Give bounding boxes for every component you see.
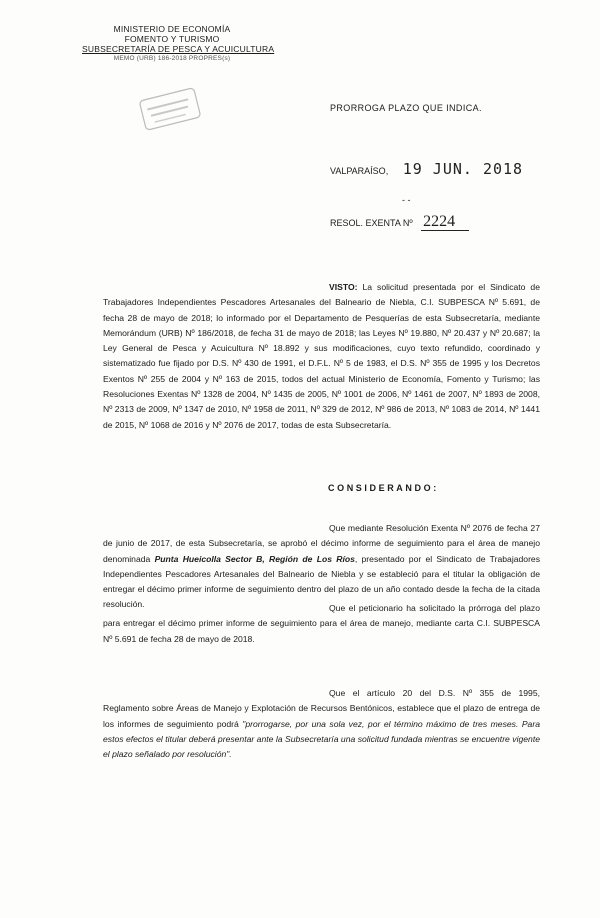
considerando-paragraph-1: Que mediante Resolución Exenta Nº 2076 de fecha 27 de junio de 2017, de esta Subsecretaría, se aprobó el décimo informe de seguimiento para el área de manejo denominada Punta Hueicolla Sector B, Región de Los Ríos, presentado por el Sindicato de Trabajadores Independientes Pescadores Artesanales del Balneario de Niebla y se estableció para el titular la obligación de entregar el décimo primer informe de seguimiento dentro del plazo de un año contado desde la fecha de la citada resolución. bbox=[103, 523, 541, 610]
issuer-header bbox=[82, 24, 275, 64]
visto-label: VISTO: bbox=[329, 282, 358, 292]
considerando-paragraph-2: Que el peticionario ha solicitado la prórroga del plazo para entregar el décimo primer informe de seguimiento para el área de manejo, mediante carta C.I. SUBPESCA Nº 5.691 de fecha 28 de mayo de 2018. bbox=[103, 603, 540, 644]
visto-paragraph bbox=[103, 280, 540, 433]
area-name: Punta Hueicolla Sector B, Región de Los Ríos bbox=[154, 553, 355, 564]
ministry-line-2: FOMENTO Y TURISMO bbox=[124, 34, 220, 44]
considerando-paragraph-3: Que el artículo 20 del D.S. Nº 355 de 1995, Reglamento sobre Áreas de Manejo y Explotación de Recursos Bentónicos, establece que el plazo de entrega de los informes de seguimiento podrá "prorrogarse, por una sola vez, por el término máximo de tres meses. Para estos efectos el titular deberá presentar ante la Subsecretaría una solicitud fundada mientras se encuentre vigente el plazo señalado por resolución". bbox=[103, 688, 540, 760]
date-line bbox=[330, 160, 523, 178]
date-stamp: 19 JUN. 2018 bbox=[402, 160, 524, 178]
considerando-heading: CONSIDERANDO: bbox=[328, 483, 439, 493]
undersecretariat-line: SUBSECRETARÍA DE PESCA Y ACUICULTURA bbox=[82, 44, 275, 54]
resolution-number: 2224 bbox=[421, 213, 469, 231]
place-label: VALPARAÍSO, bbox=[330, 166, 389, 176]
tick-mark: - - bbox=[402, 195, 411, 205]
ministry-line: MINISTERIO DE ECONOMÍA bbox=[113, 24, 231, 34]
quoted-regulation: "prorrogarse, por una sola vez, por el término máximo de tres meses. Para estos efectos el titular deberá presentar ante la Subsecretaría una solicitud fundada mientras se encuentre vigente el plazo señalado por resolución". bbox=[103, 718, 540, 760]
visto-text: La solicitud presentada por el Sindicato de Trabajadores Independientes Pescadores Artesanales del Balneario de Niebla, C.I. SUBPESCA Nº 5.691, de fecha 28 de mayo de 2018; lo informado por el Departamento de Pesquerías de esta Subsecretaría, mediante Memorándum (URB) Nº 186/2018, de fecha 31 de mayo de 2018; las Leyes Nº 19.880, Nº 20.437 y Nº 20.687; la Ley General de Pesca y Acuicultura Nº 18.892 y sus modificaciones, cuyo texto refundido, coordinado y sistematizado fue fijado por D.S. Nº 430 de 1991, el D.F.L. Nº 5 de 1983, el D.S. Nº 355 de 1995 y los Decretos Exentos Nº 255 de 2004 y Nº 163 de 2015, todos del actual Ministerio de Economía, Fomento y Turismo; las Resoluciones Exentas Nº 1328 de 2004, Nº 1435 de 2005, Nº 1001 de 2006, Nº 1461 de 2007, Nº 1893 de 2008, Nº 2313 de 2009, Nº 1347 de 2010, Nº 1958 de 2011, Nº 329 de 2012, Nº 986 de 2013, Nº 1083 de 2014, Nº 1441 de 2015, Nº 1068 de 2016 y Nº 2076 de 2017, todas de esta Subsecretaría. bbox=[103, 282, 540, 430]
resolution-number-line bbox=[330, 195, 469, 231]
subject-line: PRORROGA PLAZO QUE INDICA. bbox=[330, 103, 482, 113]
office-seal-stamp bbox=[137, 85, 203, 133]
resolution-label: RESOL. EXENTA Nº bbox=[330, 218, 413, 228]
memo-reference: MEMO (URB) 186-2018 PROPRES(s) bbox=[113, 55, 231, 62]
